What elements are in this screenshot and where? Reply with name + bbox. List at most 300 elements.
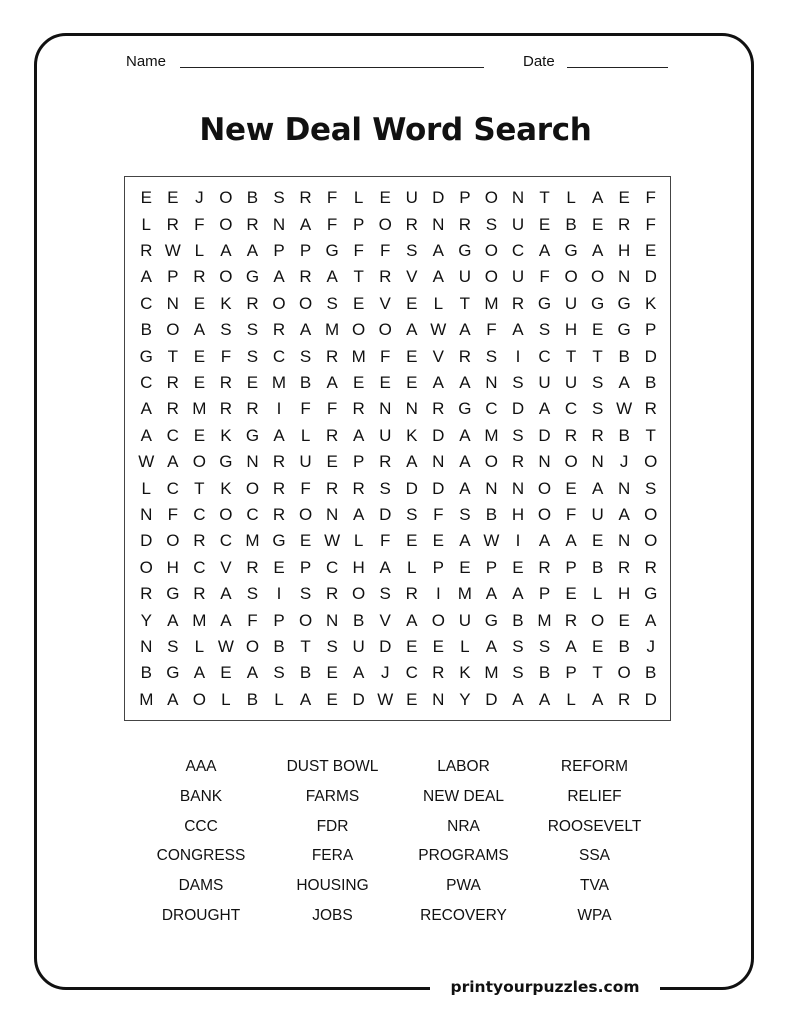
grid-letter[interactable]: S [485, 214, 498, 234]
grid-letter[interactable]: S [326, 293, 338, 313]
grid-letter[interactable]: B [273, 636, 285, 656]
grid-letter[interactable]: H [618, 240, 631, 260]
grid-letter[interactable]: N [485, 478, 498, 498]
grid-letter[interactable]: T [300, 636, 311, 656]
grid-letter[interactable]: F [380, 240, 391, 260]
grid-letter[interactable]: E [326, 663, 338, 683]
grid-letter[interactable]: D [432, 188, 445, 208]
grid-letter[interactable]: A [432, 267, 444, 287]
grid-letter[interactable]: P [432, 557, 444, 577]
grid-letter[interactable]: S [246, 584, 259, 604]
grid-letter[interactable]: K [220, 293, 232, 313]
grid-letter[interactable]: O [484, 452, 499, 472]
grid-letter[interactable]: B [246, 188, 259, 208]
grid-letter[interactable]: B [246, 689, 259, 709]
grid-letter[interactable]: I [276, 399, 282, 419]
grid-letter[interactable]: R [325, 425, 339, 445]
grid-letter[interactable]: E [406, 293, 418, 313]
grid-letter[interactable]: L [221, 689, 231, 709]
name-field-line[interactable] [180, 67, 484, 68]
grid-letter[interactable]: R [140, 584, 153, 604]
grid-letter[interactable]: E [406, 689, 418, 709]
grid-letter[interactable]: B [352, 610, 365, 630]
grid-letter[interactable]: P [538, 584, 551, 604]
grid-letter[interactable]: S [246, 346, 259, 366]
grid-letter[interactable]: C [511, 240, 525, 260]
grid-letter[interactable]: A [246, 663, 259, 683]
grid-letter[interactable]: E [299, 531, 312, 551]
grid-letter[interactable]: F [326, 399, 338, 419]
grid-letter[interactable]: O [591, 267, 605, 287]
grid-letter[interactable]: A [459, 372, 471, 392]
grid-letter[interactable]: U [352, 636, 365, 656]
grid-letter[interactable]: P [352, 452, 365, 472]
grid-letter[interactable]: D [644, 689, 657, 709]
grid-letter[interactable]: A [591, 689, 604, 709]
grid-letter[interactable]: R [272, 452, 286, 472]
grid-letter[interactable]: F [486, 320, 497, 340]
grid-letter[interactable]: O [298, 504, 313, 524]
grid-letter[interactable]: B [618, 346, 630, 366]
grid-letter[interactable]: C [219, 531, 233, 551]
grid-letter[interactable]: E [167, 188, 179, 208]
grid-letter[interactable]: N [325, 504, 339, 524]
grid-letter[interactable]: T [645, 425, 656, 445]
grid-letter[interactable]: L [141, 478, 151, 498]
grid-letter[interactable]: A [220, 240, 232, 260]
grid-letter[interactable]: U [405, 188, 418, 208]
grid-letter[interactable]: F [645, 214, 656, 234]
grid-letter[interactable]: E [512, 557, 524, 577]
grid-letter[interactable]: L [353, 188, 364, 208]
grid-letter[interactable]: B [538, 663, 551, 683]
grid-letter[interactable]: F [539, 267, 550, 287]
grid-letter[interactable]: O [484, 267, 499, 287]
grid-letter[interactable]: P [485, 557, 498, 577]
grid-letter[interactable]: R [618, 689, 631, 709]
grid-letter[interactable]: G [644, 584, 658, 604]
grid-letter[interactable]: T [565, 346, 577, 366]
grid-letter[interactable]: S [273, 188, 285, 208]
grid-letter[interactable]: A [326, 372, 338, 392]
grid-letter[interactable]: L [141, 214, 151, 234]
grid-letter[interactable]: D [538, 425, 551, 445]
grid-letter[interactable]: A [459, 425, 471, 445]
grid-letter[interactable]: U [458, 610, 471, 630]
grid-letter[interactable]: G [245, 267, 260, 287]
grid-letter[interactable]: E [406, 346, 418, 366]
grid-letter[interactable]: M [457, 584, 472, 604]
grid-letter[interactable]: E [565, 584, 577, 604]
grid-letter[interactable]: R [166, 399, 179, 419]
grid-letter[interactable]: A [645, 610, 657, 630]
grid-letter[interactable]: F [167, 504, 179, 524]
grid-letter[interactable]: R [299, 267, 312, 287]
grid-letter[interactable]: E [193, 346, 206, 366]
grid-letter[interactable]: S [591, 399, 604, 419]
grid-letter[interactable]: S [246, 320, 259, 340]
grid-letter[interactable]: R [246, 214, 259, 234]
grid-letter[interactable]: O [352, 320, 366, 340]
grid-letter[interactable]: S [591, 372, 604, 392]
grid-letter[interactable]: R [325, 584, 339, 604]
grid-letter[interactable]: G [166, 663, 180, 683]
grid-letter[interactable]: A [459, 452, 471, 472]
grid-letter[interactable]: G [484, 610, 499, 630]
grid-letter[interactable]: O [192, 452, 206, 472]
grid-letter[interactable]: E [193, 372, 206, 392]
grid-letter[interactable]: D [644, 267, 657, 287]
grid-letter[interactable]: F [645, 188, 656, 208]
grid-letter[interactable]: S [273, 663, 285, 683]
grid-letter[interactable]: U [564, 293, 578, 313]
grid-letter[interactable]: S [538, 636, 551, 656]
grid-letter[interactable]: A [538, 240, 551, 260]
grid-letter[interactable]: R [538, 557, 551, 577]
grid-letter[interactable]: R [193, 531, 206, 551]
grid-letter[interactable]: D [432, 478, 445, 498]
grid-letter[interactable]: O [219, 188, 233, 208]
grid-letter[interactable]: L [300, 425, 311, 445]
grid-letter[interactable]: N [166, 293, 179, 313]
grid-letter[interactable]: B [618, 425, 630, 445]
grid-letter[interactable]: L [194, 636, 205, 656]
grid-letter[interactable]: C [405, 663, 418, 683]
grid-letter[interactable]: S [299, 584, 312, 604]
grid-letter[interactable]: C [193, 557, 206, 577]
grid-letter[interactable]: U [538, 372, 551, 392]
grid-letter[interactable]: D [511, 399, 525, 419]
grid-letter[interactable]: M [271, 372, 287, 392]
grid-letter[interactable]: M [192, 610, 207, 630]
grid-letter[interactable]: R [432, 399, 445, 419]
grid-letter[interactable]: P [273, 610, 285, 630]
grid-letter[interactable]: S [645, 478, 657, 498]
grid-letter[interactable]: A [459, 478, 471, 498]
grid-letter[interactable]: K [220, 425, 232, 445]
grid-letter[interactable]: M [245, 531, 260, 551]
grid-letter[interactable]: N [432, 452, 445, 472]
grid-letter[interactable]: N [432, 214, 445, 234]
grid-letter[interactable]: O [219, 214, 233, 234]
grid-letter[interactable]: E [591, 636, 604, 656]
grid-letter[interactable]: G [325, 240, 339, 260]
grid-letter[interactable]: E [565, 478, 577, 498]
grid-letter[interactable]: G [245, 425, 260, 445]
grid-letter[interactable]: E [618, 610, 630, 630]
grid-letter[interactable]: C [538, 346, 551, 366]
grid-letter[interactable]: N [485, 372, 498, 392]
grid-letter[interactable]: N [246, 452, 259, 472]
grid-letter[interactable]: G [591, 293, 605, 313]
grid-letter[interactable]: A [432, 240, 444, 260]
grid-letter[interactable]: R [644, 399, 657, 419]
grid-letter[interactable]: E [591, 320, 604, 340]
grid-letter[interactable]: T [194, 478, 205, 498]
grid-letter[interactable]: P [299, 240, 312, 260]
grid-letter[interactable]: O [484, 188, 499, 208]
grid-letter[interactable]: R [405, 214, 418, 234]
grid-letter[interactable]: S [379, 478, 391, 498]
grid-letter[interactable]: O [139, 557, 153, 577]
grid-letter[interactable]: R [140, 240, 153, 260]
grid-letter[interactable]: W [217, 636, 234, 656]
grid-letter[interactable]: T [592, 346, 603, 366]
grid-letter[interactable]: O [378, 320, 392, 340]
grid-letter[interactable]: C [166, 425, 179, 445]
grid-letter[interactable]: S [512, 636, 524, 656]
grid-letter[interactable]: O [352, 584, 366, 604]
grid-letter[interactable]: E [618, 188, 630, 208]
grid-letter[interactable]: A [352, 504, 365, 524]
grid-letter[interactable]: L [460, 636, 470, 656]
grid-letter[interactable]: B [618, 636, 630, 656]
grid-letter[interactable]: R [405, 584, 418, 604]
grid-letter[interactable]: D [432, 425, 445, 445]
grid-letter[interactable]: A [140, 425, 152, 445]
grid-letter[interactable]: O [272, 293, 286, 313]
grid-letter[interactable]: A [326, 267, 338, 287]
grid-letter[interactable]: F [433, 504, 444, 524]
grid-letter[interactable]: A [299, 689, 312, 709]
grid-letter[interactable]: E [193, 293, 206, 313]
grid-letter[interactable]: A [299, 214, 312, 234]
grid-letter[interactable]: R [352, 478, 365, 498]
grid-letter[interactable]: D [379, 504, 392, 524]
grid-letter[interactable]: S [459, 504, 471, 524]
grid-letter[interactable]: R [166, 372, 179, 392]
grid-letter[interactable]: R [644, 557, 657, 577]
grid-letter[interactable]: O [431, 610, 445, 630]
grid-letter[interactable]: L [592, 584, 603, 604]
grid-letter[interactable]: B [140, 320, 152, 340]
grid-letter[interactable]: V [406, 267, 418, 287]
grid-letter[interactable]: V [432, 346, 444, 366]
grid-letter[interactable]: D [379, 636, 392, 656]
grid-letter[interactable]: R [272, 478, 286, 498]
grid-letter[interactable]: A [512, 689, 524, 709]
grid-letter[interactable]: A [591, 188, 604, 208]
grid-letter[interactable]: B [565, 214, 577, 234]
grid-letter[interactable]: B [645, 663, 657, 683]
grid-letter[interactable]: S [406, 240, 418, 260]
grid-letter[interactable]: A [406, 320, 418, 340]
grid-letter[interactable]: E [140, 188, 152, 208]
grid-letter[interactable]: N [405, 399, 418, 419]
grid-letter[interactable]: O [644, 531, 658, 551]
grid-letter[interactable]: R [299, 188, 312, 208]
grid-letter[interactable]: A [352, 663, 365, 683]
grid-letter[interactable]: S [379, 584, 391, 604]
grid-letter[interactable]: U [379, 425, 392, 445]
grid-letter[interactable]: A [167, 452, 179, 472]
grid-letter[interactable]: U [564, 372, 578, 392]
grid-letter[interactable]: R [246, 293, 259, 313]
grid-letter[interactable]: G [564, 240, 578, 260]
grid-letter[interactable]: R [246, 557, 259, 577]
grid-letter[interactable]: L [274, 689, 284, 709]
grid-letter[interactable]: C [140, 372, 153, 392]
grid-letter[interactable]: O [192, 689, 206, 709]
grid-letter[interactable]: W [164, 240, 181, 260]
grid-letter[interactable]: O [166, 531, 180, 551]
grid-letter[interactable]: V [220, 557, 232, 577]
grid-letter[interactable]: G [458, 240, 472, 260]
grid-letter[interactable]: C [246, 504, 259, 524]
grid-letter[interactable]: E [432, 636, 444, 656]
grid-letter[interactable]: E [645, 240, 657, 260]
grid-letter[interactable]: N [140, 636, 153, 656]
grid-letter[interactable]: V [379, 610, 391, 630]
grid-letter[interactable]: T [167, 346, 179, 366]
grid-letter[interactable]: A [591, 240, 604, 260]
grid-letter[interactable]: A [406, 610, 418, 630]
grid-letter[interactable]: F [194, 214, 205, 234]
grid-letter[interactable]: M [537, 610, 552, 630]
grid-letter[interactable]: B [512, 610, 524, 630]
grid-letter[interactable]: K [406, 425, 418, 445]
grid-letter[interactable]: R [511, 293, 525, 313]
grid-letter[interactable]: E [379, 188, 391, 208]
grid-letter[interactable]: D [485, 689, 498, 709]
grid-letter[interactable]: O [166, 320, 180, 340]
grid-letter[interactable]: R [379, 267, 392, 287]
grid-letter[interactable]: C [272, 346, 286, 366]
grid-letter[interactable]: O [564, 452, 578, 472]
grid-letter[interactable]: B [140, 663, 152, 683]
grid-letter[interactable]: H [564, 320, 578, 340]
grid-letter[interactable]: A [512, 584, 524, 604]
grid-letter[interactable]: U [458, 267, 471, 287]
grid-letter[interactable]: N [591, 452, 604, 472]
grid-letter[interactable]: F [300, 478, 311, 498]
grid-letter[interactable]: O [298, 610, 313, 630]
grid-letter[interactable]: O [245, 636, 260, 656]
grid-letter[interactable]: R [325, 478, 339, 498]
grid-letter[interactable]: R [246, 399, 259, 419]
grid-letter[interactable]: H [618, 584, 631, 604]
grid-letter[interactable]: R [193, 584, 206, 604]
grid-letter[interactable]: N [379, 399, 392, 419]
grid-letter[interactable]: O [591, 610, 605, 630]
grid-letter[interactable]: A [273, 425, 285, 445]
grid-letter[interactable]: Y [140, 610, 152, 630]
grid-letter[interactable]: E [193, 425, 206, 445]
grid-letter[interactable]: S [220, 320, 232, 340]
grid-letter[interactable]: A [618, 372, 630, 392]
grid-letter[interactable]: F [380, 531, 391, 551]
grid-letter[interactable]: R [591, 425, 604, 445]
grid-letter[interactable]: H [352, 557, 365, 577]
grid-letter[interactable]: R [618, 557, 631, 577]
grid-letter[interactable]: E [246, 372, 259, 392]
grid-letter[interactable]: O [564, 267, 578, 287]
grid-letter[interactable]: G [139, 346, 153, 366]
grid-letter[interactable]: A [220, 610, 232, 630]
grid-letter[interactable]: E [406, 372, 418, 392]
grid-letter[interactable]: O [537, 504, 552, 524]
grid-letter[interactable]: M [139, 689, 154, 709]
grid-letter[interactable]: F [247, 610, 258, 630]
grid-letter[interactable]: R [564, 425, 578, 445]
grid-letter[interactable]: A [406, 452, 418, 472]
grid-letter[interactable]: A [618, 504, 630, 524]
grid-letter[interactable]: A [432, 372, 444, 392]
grid-letter[interactable]: A [220, 584, 232, 604]
grid-letter[interactable]: O [378, 214, 392, 234]
grid-letter[interactable]: R [325, 346, 339, 366]
grid-letter[interactable]: F [326, 188, 338, 208]
grid-letter[interactable]: R [219, 399, 233, 419]
grid-letter[interactable]: E [591, 531, 604, 551]
grid-letter[interactable]: A [167, 689, 179, 709]
grid-letter[interactable]: A [167, 610, 179, 630]
grid-letter[interactable]: T [459, 293, 471, 313]
grid-letter[interactable]: M [484, 663, 499, 683]
grid-letter[interactable]: A [591, 478, 604, 498]
grid-letter[interactable]: B [591, 557, 604, 577]
grid-letter[interactable]: S [326, 636, 338, 656]
grid-letter[interactable]: N [432, 689, 445, 709]
grid-letter[interactable]: K [459, 663, 471, 683]
grid-letter[interactable]: I [515, 346, 521, 366]
grid-letter[interactable]: A [193, 663, 206, 683]
grid-letter[interactable]: R [219, 372, 233, 392]
grid-letter[interactable]: O [219, 267, 233, 287]
grid-letter[interactable]: U [511, 267, 525, 287]
grid-letter[interactable]: O [617, 663, 631, 683]
grid-letter[interactable]: R [511, 452, 525, 472]
grid-letter[interactable]: S [167, 636, 179, 656]
grid-letter[interactable]: B [299, 372, 312, 392]
grid-letter[interactable]: P [645, 320, 657, 340]
grid-letter[interactable]: O [644, 452, 658, 472]
grid-letter[interactable]: L [353, 531, 364, 551]
grid-letter[interactable]: A [246, 240, 259, 260]
grid-letter[interactable]: N [140, 504, 153, 524]
grid-letter[interactable]: P [565, 557, 577, 577]
grid-letter[interactable]: N [618, 531, 631, 551]
grid-letter[interactable]: D [405, 478, 418, 498]
grid-letter[interactable]: J [646, 636, 655, 656]
grid-letter[interactable]: E [220, 663, 232, 683]
grid-letter[interactable]: B [299, 663, 312, 683]
grid-letter[interactable]: W [377, 689, 394, 709]
grid-letter[interactable]: A [459, 531, 471, 551]
grid-letter[interactable]: E [352, 293, 365, 313]
grid-letter[interactable]: E [591, 214, 604, 234]
grid-letter[interactable]: W [324, 531, 341, 551]
grid-letter[interactable]: G [458, 399, 472, 419]
grid-letter[interactable]: I [276, 584, 282, 604]
grid-letter[interactable]: S [512, 663, 524, 683]
grid-letter[interactable]: M [325, 320, 340, 340]
grid-letter[interactable]: B [645, 372, 657, 392]
grid-letter[interactable]: T [353, 267, 364, 287]
grid-letter[interactable]: F [565, 504, 577, 524]
grid-letter[interactable]: O [298, 293, 313, 313]
grid-letter[interactable]: T [592, 663, 603, 683]
grid-letter[interactable]: C [193, 504, 206, 524]
grid-letter[interactable]: L [566, 188, 576, 208]
grid-letter[interactable]: Y [459, 689, 471, 709]
grid-letter[interactable]: I [515, 531, 521, 551]
grid-letter[interactable]: R [458, 346, 471, 366]
grid-letter[interactable]: S [485, 346, 498, 366]
grid-letter[interactable]: G [537, 293, 552, 313]
grid-letter[interactable]: S [299, 346, 312, 366]
grid-letter[interactable]: A [140, 399, 152, 419]
